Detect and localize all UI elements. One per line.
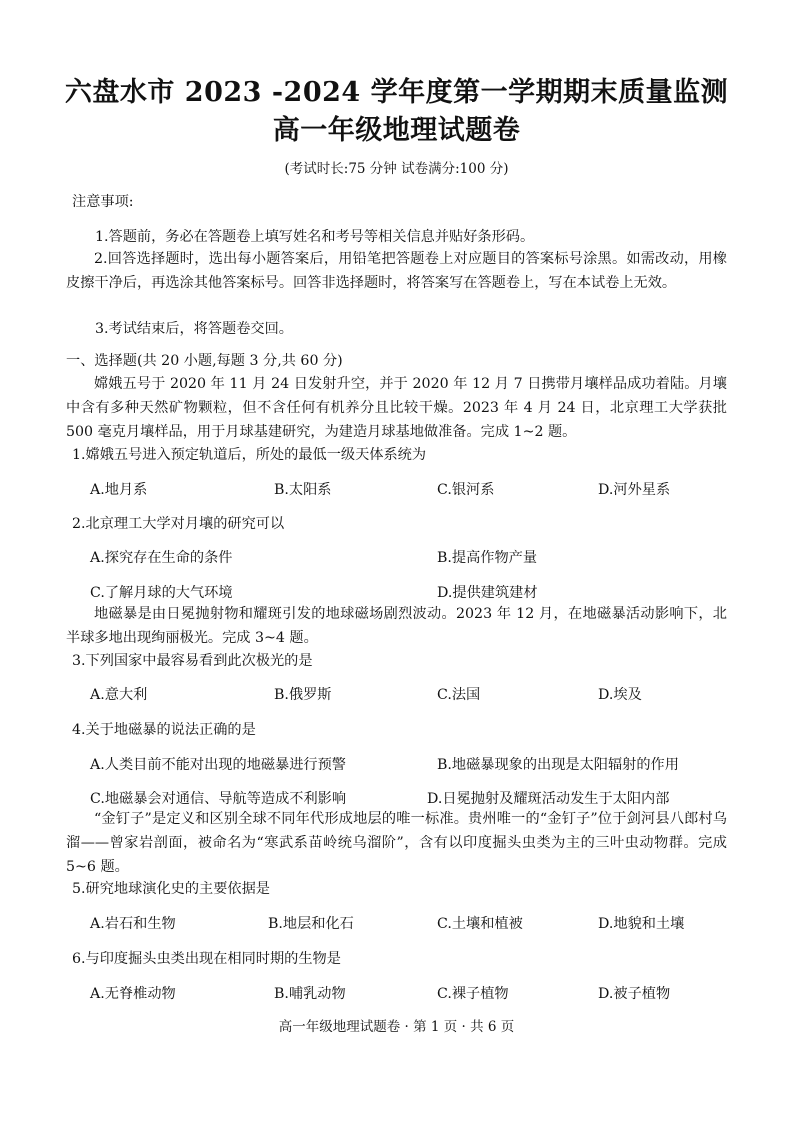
q3-option-c: C.法国 — [437, 687, 481, 703]
notice-item-2: 2.回答选择题时，选出每小题答案后，用铅笔把答题卷上对应题目的答案标号涂黑。如需改动，用橡皮擦干净后，再选涂其他答案标号。回答非选择题时，将答案写在答题卷上，写在本试卷上无效。 — [66, 251, 727, 291]
q2-option-b: B.提高作物产量 — [437, 550, 538, 566]
q3-option-a: A.意大利 — [90, 687, 148, 703]
q3-option-d: D.埃及 — [598, 687, 642, 703]
q1-option-a: A.地月系 — [90, 482, 148, 498]
q6-option-c: C.裸子植物 — [437, 986, 509, 1002]
question-4-stem: 4.关于地磁暴的说法正确的是 — [72, 722, 256, 738]
q4-option-c: C.地磁暴会对通信、导航等造成不利影响 — [90, 791, 347, 807]
question-2-stem: 2.北京理工大学对月壤的研究可以 — [72, 516, 285, 532]
q5-option-d: D.地貌和土壤 — [598, 916, 685, 932]
q6-option-a: A.无脊椎动物 — [90, 986, 176, 1002]
question-5-stem: 5.研究地球演化史的主要依据是 — [72, 881, 270, 897]
q2-option-d: D.提供建筑建材 — [437, 585, 538, 601]
q4-option-d: D.日冕抛射及耀斑活动发生于太阳内部 — [427, 791, 670, 807]
q4-option-b: B.地磁暴现象的出现是太阳辐射的作用 — [437, 757, 679, 773]
q6-option-b: B.哺乳动物 — [274, 986, 346, 1002]
question-3-stem: 3.下列国家中最容易看到此次极光的是 — [72, 653, 313, 669]
q5-option-a: A.岩石和生物 — [90, 916, 176, 932]
passage-2: 地磁暴是由日冕抛射物和耀斑引发的地球磁场剧烈波动。2023 年 12 月，在地磁暴活动影响下，北半球多地出现绚丽极光。完成 3~4 题。 — [66, 606, 727, 646]
q1-option-d: D.河外星系 — [598, 482, 671, 498]
q6-option-d: D.被子植物 — [598, 986, 671, 1002]
passage-3: “金钉子”是定义和区别全球不同年代形成地层的唯一标准。贵州唯一的“金钉子”位于剑河县八郎村乌溜——曾家岩剖面，被命名为“寒武系苗岭统乌溜阶”，含有以印度掘头虫类为主的三叶虫动物群。完成 5~6 题。 — [66, 811, 727, 875]
q4-option-a: A.人类目前不能对出现的地磁暴进行预警 — [90, 757, 346, 773]
exam-title-line2: 高一年级地理试题卷 — [272, 115, 521, 146]
section-heading: 一、选择题(共 20 小题,每题 3 分,共 60 分) — [66, 353, 343, 369]
question-1-stem: 1.嫦娥五号进入预定轨道后，所处的最低一级天体系统为 — [72, 447, 427, 463]
q2-option-a: A.探究存在生命的条件 — [90, 550, 233, 566]
q1-option-c: C.银河系 — [437, 482, 495, 498]
notice-heading: 注意事项: — [72, 194, 134, 210]
passage-1: 嫦娥五号于 2020 年 11 月 24 日发射升空，并于 2020 年 12 月 7 日携带月壤样品成功着陆。月壤中含有多种天然矿物颗粒，但不含任何有机养分且比较干燥。2023 年 4 月 24 日，北京理工大学获批 500 毫克月壤样品，用于月球基建研究，为建造月球基地做准备。完成 1~2 题。 — [66, 376, 727, 440]
exam-info: (考试时长:75 分钟 试卷满分:100 分) — [284, 161, 509, 177]
q3-option-b: B.俄罗斯 — [274, 687, 332, 703]
exam-title-line1: 六盘水市 2023 -2024 学年度第一学期期末质量监测 — [64, 77, 729, 108]
q5-option-c: C.土壤和植被 — [437, 916, 523, 932]
question-6-stem: 6.与印度掘头虫类出现在相同时期的生物是 — [72, 951, 341, 967]
notice-item-1: 1.答题前，务必在答题卷上填写姓名和考号等相关信息并贴好条形码。 — [95, 229, 535, 245]
q1-option-b: B.太阳系 — [274, 482, 332, 498]
page-footer: 高一年级地理试题卷 · 第 1 页 · 共 6 页 — [278, 1019, 515, 1035]
notice-item-3: 3.考试结束后，将答题卷交回。 — [95, 321, 293, 337]
q5-option-b: B.地层和化石 — [268, 916, 354, 932]
q2-option-c: C.了解月球的大气环境 — [90, 585, 233, 601]
